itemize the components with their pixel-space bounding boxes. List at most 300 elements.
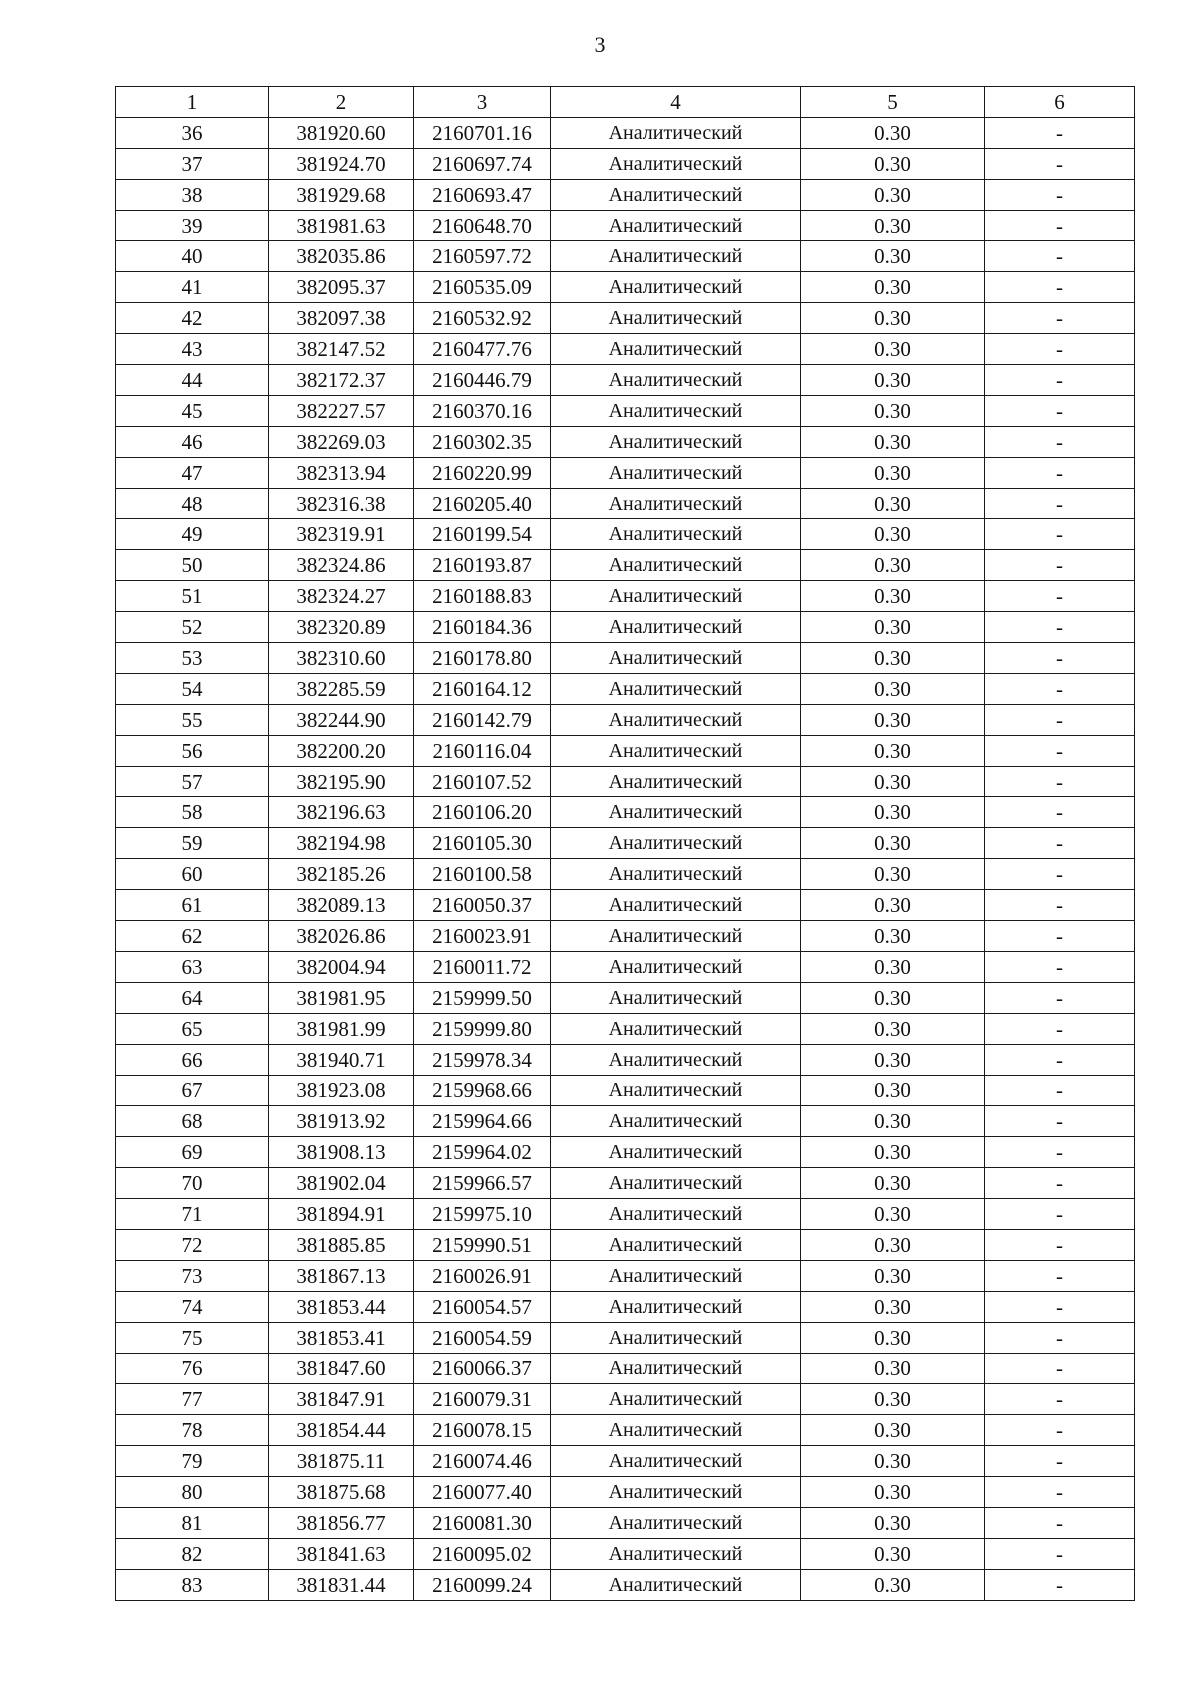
point-number-cell: 50 bbox=[116, 550, 269, 581]
method-cell: Аналитический bbox=[551, 519, 801, 550]
table-row bbox=[116, 148, 1135, 179]
table-row bbox=[116, 1044, 1135, 1075]
y-coordinate-cell: 2159975.10 bbox=[414, 1199, 551, 1230]
accuracy-cell: 0.30 bbox=[801, 766, 985, 797]
x-coordinate-cell: 382227.57 bbox=[269, 395, 414, 426]
accuracy-cell: 0.30 bbox=[801, 982, 985, 1013]
accuracy-cell: 0.30 bbox=[801, 1477, 985, 1508]
accuracy-cell: 0.30 bbox=[801, 921, 985, 952]
note-cell: - bbox=[985, 921, 1135, 952]
table-row bbox=[116, 1477, 1135, 1508]
accuracy-cell: 0.30 bbox=[801, 581, 985, 612]
note-cell: - bbox=[985, 1075, 1135, 1106]
table-row bbox=[116, 890, 1135, 921]
method-cell: Аналитический bbox=[551, 426, 801, 457]
y-coordinate-cell: 2160026.91 bbox=[414, 1260, 551, 1291]
method-cell: Аналитический bbox=[551, 643, 801, 674]
table-row bbox=[116, 1260, 1135, 1291]
table-row bbox=[116, 797, 1135, 828]
method-cell: Аналитический bbox=[551, 1569, 801, 1600]
y-coordinate-cell: 2160446.79 bbox=[414, 365, 551, 396]
point-number-cell: 57 bbox=[116, 766, 269, 797]
point-number-cell: 75 bbox=[116, 1322, 269, 1353]
accuracy-cell: 0.30 bbox=[801, 395, 985, 426]
x-coordinate-cell: 381924.70 bbox=[269, 148, 414, 179]
table-row bbox=[116, 1569, 1135, 1600]
point-number-cell: 60 bbox=[116, 859, 269, 890]
table-row bbox=[116, 1075, 1135, 1106]
y-coordinate-cell: 2160077.40 bbox=[414, 1477, 551, 1508]
method-cell: Аналитический bbox=[551, 612, 801, 643]
method-cell: Аналитический bbox=[551, 1075, 801, 1106]
method-cell: Аналитический bbox=[551, 1199, 801, 1230]
method-cell: Аналитический bbox=[551, 1507, 801, 1538]
page-number: 3 bbox=[594, 32, 606, 57]
y-coordinate-cell: 2160199.54 bbox=[414, 519, 551, 550]
y-coordinate-cell: 2160701.16 bbox=[414, 117, 551, 148]
y-coordinate-cell: 2160100.58 bbox=[414, 859, 551, 890]
y-coordinate-cell: 2160066.37 bbox=[414, 1353, 551, 1384]
x-coordinate-cell: 382324.86 bbox=[269, 550, 414, 581]
method-cell: Аналитический bbox=[551, 1477, 801, 1508]
table-row bbox=[116, 704, 1135, 735]
x-coordinate-cell: 381856.77 bbox=[269, 1507, 414, 1538]
table-row bbox=[116, 1137, 1135, 1168]
point-number-cell: 70 bbox=[116, 1168, 269, 1199]
note-cell: - bbox=[985, 1291, 1135, 1322]
x-coordinate-cell: 381902.04 bbox=[269, 1168, 414, 1199]
x-coordinate-cell: 381867.13 bbox=[269, 1260, 414, 1291]
y-coordinate-cell: 2159964.66 bbox=[414, 1106, 551, 1137]
column-header-3: 3 bbox=[414, 87, 551, 118]
accuracy-cell: 0.30 bbox=[801, 179, 985, 210]
accuracy-cell: 0.30 bbox=[801, 457, 985, 488]
y-coordinate-cell: 2160142.79 bbox=[414, 704, 551, 735]
point-number-cell: 37 bbox=[116, 148, 269, 179]
y-coordinate-cell: 2160188.83 bbox=[414, 581, 551, 612]
x-coordinate-cell: 382095.37 bbox=[269, 272, 414, 303]
x-coordinate-cell: 381854.44 bbox=[269, 1415, 414, 1446]
note-cell: - bbox=[985, 148, 1135, 179]
method-cell: Аналитический bbox=[551, 797, 801, 828]
accuracy-cell: 0.30 bbox=[801, 828, 985, 859]
note-cell: - bbox=[985, 303, 1135, 334]
y-coordinate-cell: 2160106.20 bbox=[414, 797, 551, 828]
point-number-cell: 63 bbox=[116, 951, 269, 982]
y-coordinate-cell: 2159964.02 bbox=[414, 1137, 551, 1168]
method-cell: Аналитический bbox=[551, 457, 801, 488]
table-row bbox=[116, 1291, 1135, 1322]
y-coordinate-cell: 2160081.30 bbox=[414, 1507, 551, 1538]
note-cell: - bbox=[985, 1507, 1135, 1538]
point-number-cell: 45 bbox=[116, 395, 269, 426]
accuracy-cell: 0.30 bbox=[801, 643, 985, 674]
x-coordinate-cell: 381847.91 bbox=[269, 1384, 414, 1415]
accuracy-cell: 0.30 bbox=[801, 1507, 985, 1538]
table-row bbox=[116, 766, 1135, 797]
y-coordinate-cell: 2159966.57 bbox=[414, 1168, 551, 1199]
table-row bbox=[116, 395, 1135, 426]
x-coordinate-cell: 382147.52 bbox=[269, 334, 414, 365]
x-coordinate-cell: 381831.44 bbox=[269, 1569, 414, 1600]
note-cell: - bbox=[985, 1477, 1135, 1508]
y-coordinate-cell: 2159999.80 bbox=[414, 1013, 551, 1044]
method-cell: Аналитический bbox=[551, 1106, 801, 1137]
point-number-cell: 40 bbox=[116, 241, 269, 272]
y-coordinate-cell: 2160164.12 bbox=[414, 673, 551, 704]
method-cell: Аналитический bbox=[551, 488, 801, 519]
table-row bbox=[116, 612, 1135, 643]
method-cell: Аналитический bbox=[551, 179, 801, 210]
y-coordinate-cell: 2160011.72 bbox=[414, 951, 551, 982]
point-number-cell: 61 bbox=[116, 890, 269, 921]
note-cell: - bbox=[985, 1322, 1135, 1353]
note-cell: - bbox=[985, 828, 1135, 859]
table-row bbox=[116, 457, 1135, 488]
note-cell: - bbox=[985, 210, 1135, 241]
accuracy-cell: 0.30 bbox=[801, 612, 985, 643]
y-coordinate-cell: 2160095.02 bbox=[414, 1538, 551, 1569]
table-row bbox=[116, 828, 1135, 859]
note-cell: - bbox=[985, 365, 1135, 396]
accuracy-cell: 0.30 bbox=[801, 735, 985, 766]
accuracy-cell: 0.30 bbox=[801, 488, 985, 519]
x-coordinate-cell: 381940.71 bbox=[269, 1044, 414, 1075]
table-row bbox=[116, 179, 1135, 210]
table-row bbox=[116, 210, 1135, 241]
point-number-cell: 69 bbox=[116, 1137, 269, 1168]
y-coordinate-cell: 2160597.72 bbox=[414, 241, 551, 272]
x-coordinate-cell: 382185.26 bbox=[269, 859, 414, 890]
x-coordinate-cell: 382316.38 bbox=[269, 488, 414, 519]
point-number-cell: 68 bbox=[116, 1106, 269, 1137]
y-coordinate-cell: 2160116.04 bbox=[414, 735, 551, 766]
point-number-cell: 59 bbox=[116, 828, 269, 859]
point-number-cell: 46 bbox=[116, 426, 269, 457]
accuracy-cell: 0.30 bbox=[801, 1322, 985, 1353]
note-cell: - bbox=[985, 1353, 1135, 1384]
accuracy-cell: 0.30 bbox=[801, 365, 985, 396]
table-row bbox=[116, 951, 1135, 982]
table-row bbox=[116, 673, 1135, 704]
table-row bbox=[116, 117, 1135, 148]
x-coordinate-cell: 382313.94 bbox=[269, 457, 414, 488]
note-cell: - bbox=[985, 1229, 1135, 1260]
table-row bbox=[116, 1446, 1135, 1477]
y-coordinate-cell: 2160370.16 bbox=[414, 395, 551, 426]
x-coordinate-cell: 381853.41 bbox=[269, 1322, 414, 1353]
x-coordinate-cell: 381853.44 bbox=[269, 1291, 414, 1322]
method-cell: Аналитический bbox=[551, 766, 801, 797]
table-row bbox=[116, 1507, 1135, 1538]
note-cell: - bbox=[985, 457, 1135, 488]
method-cell: Аналитический bbox=[551, 890, 801, 921]
method-cell: Аналитический bbox=[551, 951, 801, 982]
x-coordinate-cell: 381913.92 bbox=[269, 1106, 414, 1137]
x-coordinate-cell: 381981.99 bbox=[269, 1013, 414, 1044]
x-coordinate-cell: 382097.38 bbox=[269, 303, 414, 334]
note-cell: - bbox=[985, 1569, 1135, 1600]
accuracy-cell: 0.30 bbox=[801, 426, 985, 457]
y-coordinate-cell: 2159968.66 bbox=[414, 1075, 551, 1106]
table-row bbox=[116, 1353, 1135, 1384]
note-cell: - bbox=[985, 241, 1135, 272]
method-cell: Аналитический bbox=[551, 272, 801, 303]
note-cell: - bbox=[985, 1538, 1135, 1569]
x-coordinate-cell: 382285.59 bbox=[269, 673, 414, 704]
x-coordinate-cell: 382035.86 bbox=[269, 241, 414, 272]
method-cell: Аналитический bbox=[551, 1415, 801, 1446]
table-body bbox=[116, 117, 1135, 1600]
accuracy-cell: 0.30 bbox=[801, 1291, 985, 1322]
table-row bbox=[116, 488, 1135, 519]
note-cell: - bbox=[985, 797, 1135, 828]
note-cell: - bbox=[985, 766, 1135, 797]
table-row bbox=[116, 334, 1135, 365]
table-row bbox=[116, 241, 1135, 272]
y-coordinate-cell: 2160697.74 bbox=[414, 148, 551, 179]
y-coordinate-cell: 2159999.50 bbox=[414, 982, 551, 1013]
method-cell: Аналитический bbox=[551, 1137, 801, 1168]
point-number-cell: 71 bbox=[116, 1199, 269, 1230]
accuracy-cell: 0.30 bbox=[801, 951, 985, 982]
table-row bbox=[116, 1013, 1135, 1044]
y-coordinate-cell: 2160023.91 bbox=[414, 921, 551, 952]
point-number-cell: 55 bbox=[116, 704, 269, 735]
accuracy-cell: 0.30 bbox=[801, 1538, 985, 1569]
y-coordinate-cell: 2160079.31 bbox=[414, 1384, 551, 1415]
x-coordinate-cell: 381894.91 bbox=[269, 1199, 414, 1230]
table-row bbox=[116, 643, 1135, 674]
y-coordinate-cell: 2160193.87 bbox=[414, 550, 551, 581]
coordinates-table bbox=[115, 86, 1135, 1601]
accuracy-cell: 0.30 bbox=[801, 1415, 985, 1446]
accuracy-cell: 0.30 bbox=[801, 1199, 985, 1230]
y-coordinate-cell: 2160220.99 bbox=[414, 457, 551, 488]
note-cell: - bbox=[985, 1013, 1135, 1044]
method-cell: Аналитический bbox=[551, 395, 801, 426]
method-cell: Аналитический bbox=[551, 1229, 801, 1260]
point-number-cell: 80 bbox=[116, 1477, 269, 1508]
y-coordinate-cell: 2160205.40 bbox=[414, 488, 551, 519]
method-cell: Аналитический bbox=[551, 982, 801, 1013]
y-coordinate-cell: 2160178.80 bbox=[414, 643, 551, 674]
x-coordinate-cell: 382324.27 bbox=[269, 581, 414, 612]
point-number-cell: 51 bbox=[116, 581, 269, 612]
table-header-row bbox=[116, 87, 1135, 118]
method-cell: Аналитический bbox=[551, 210, 801, 241]
point-number-cell: 53 bbox=[116, 643, 269, 674]
method-cell: Аналитический bbox=[551, 1013, 801, 1044]
method-cell: Аналитический bbox=[551, 673, 801, 704]
point-number-cell: 47 bbox=[116, 457, 269, 488]
point-number-cell: 66 bbox=[116, 1044, 269, 1075]
method-cell: Аналитический bbox=[551, 704, 801, 735]
x-coordinate-cell: 382089.13 bbox=[269, 890, 414, 921]
note-cell: - bbox=[985, 1199, 1135, 1230]
table-row bbox=[116, 921, 1135, 952]
y-coordinate-cell: 2160105.30 bbox=[414, 828, 551, 859]
accuracy-cell: 0.30 bbox=[801, 1137, 985, 1168]
y-coordinate-cell: 2159978.34 bbox=[414, 1044, 551, 1075]
note-cell: - bbox=[985, 951, 1135, 982]
y-coordinate-cell: 2160054.59 bbox=[414, 1322, 551, 1353]
y-coordinate-cell: 2160535.09 bbox=[414, 272, 551, 303]
point-number-cell: 41 bbox=[116, 272, 269, 303]
x-coordinate-cell: 382244.90 bbox=[269, 704, 414, 735]
x-coordinate-cell: 381841.63 bbox=[269, 1538, 414, 1569]
accuracy-cell: 0.30 bbox=[801, 1075, 985, 1106]
x-coordinate-cell: 381923.08 bbox=[269, 1075, 414, 1106]
table-row bbox=[116, 982, 1135, 1013]
x-coordinate-cell: 382172.37 bbox=[269, 365, 414, 396]
method-cell: Аналитический bbox=[551, 735, 801, 766]
y-coordinate-cell: 2160050.37 bbox=[414, 890, 551, 921]
accuracy-cell: 0.30 bbox=[801, 1260, 985, 1291]
column-header-2: 2 bbox=[269, 87, 414, 118]
x-coordinate-cell: 382194.98 bbox=[269, 828, 414, 859]
column-header-1: 1 bbox=[116, 87, 269, 118]
method-cell: Аналитический bbox=[551, 1044, 801, 1075]
point-number-cell: 38 bbox=[116, 179, 269, 210]
x-coordinate-cell: 381981.63 bbox=[269, 210, 414, 241]
note-cell: - bbox=[985, 890, 1135, 921]
accuracy-cell: 0.30 bbox=[801, 334, 985, 365]
accuracy-cell: 0.30 bbox=[801, 550, 985, 581]
point-number-cell: 73 bbox=[116, 1260, 269, 1291]
table-row bbox=[116, 303, 1135, 334]
y-coordinate-cell: 2160648.70 bbox=[414, 210, 551, 241]
table-row bbox=[116, 1538, 1135, 1569]
table-row bbox=[116, 735, 1135, 766]
x-coordinate-cell: 381908.13 bbox=[269, 1137, 414, 1168]
accuracy-cell: 0.30 bbox=[801, 1353, 985, 1384]
point-number-cell: 74 bbox=[116, 1291, 269, 1322]
note-cell: - bbox=[985, 612, 1135, 643]
accuracy-cell: 0.30 bbox=[801, 210, 985, 241]
note-cell: - bbox=[985, 519, 1135, 550]
x-coordinate-cell: 381885.85 bbox=[269, 1229, 414, 1260]
accuracy-cell: 0.30 bbox=[801, 519, 985, 550]
method-cell: Аналитический bbox=[551, 550, 801, 581]
table-row bbox=[116, 1384, 1135, 1415]
accuracy-cell: 0.30 bbox=[801, 673, 985, 704]
note-cell: - bbox=[985, 1137, 1135, 1168]
y-coordinate-cell: 2160078.15 bbox=[414, 1415, 551, 1446]
table-row bbox=[116, 1199, 1135, 1230]
note-cell: - bbox=[985, 488, 1135, 519]
point-number-cell: 58 bbox=[116, 797, 269, 828]
y-coordinate-cell: 2160302.35 bbox=[414, 426, 551, 457]
x-coordinate-cell: 381847.60 bbox=[269, 1353, 414, 1384]
accuracy-cell: 0.30 bbox=[801, 303, 985, 334]
accuracy-cell: 0.30 bbox=[801, 1168, 985, 1199]
x-coordinate-cell: 381929.68 bbox=[269, 179, 414, 210]
table-row bbox=[116, 1322, 1135, 1353]
method-cell: Аналитический bbox=[551, 303, 801, 334]
note-cell: - bbox=[985, 581, 1135, 612]
method-cell: Аналитический bbox=[551, 241, 801, 272]
table-row bbox=[116, 426, 1135, 457]
table-row bbox=[116, 519, 1135, 550]
y-coordinate-cell: 2160099.24 bbox=[414, 1569, 551, 1600]
accuracy-cell: 0.30 bbox=[801, 272, 985, 303]
x-coordinate-cell: 382320.89 bbox=[269, 612, 414, 643]
note-cell: - bbox=[985, 1446, 1135, 1477]
table-row bbox=[116, 365, 1135, 396]
note-cell: - bbox=[985, 550, 1135, 581]
note-cell: - bbox=[985, 179, 1135, 210]
point-number-cell: 81 bbox=[116, 1507, 269, 1538]
method-cell: Аналитический bbox=[551, 828, 801, 859]
x-coordinate-cell: 382196.63 bbox=[269, 797, 414, 828]
point-number-cell: 65 bbox=[116, 1013, 269, 1044]
x-coordinate-cell: 382004.94 bbox=[269, 951, 414, 982]
x-coordinate-cell: 381981.95 bbox=[269, 982, 414, 1013]
x-coordinate-cell: 382310.60 bbox=[269, 643, 414, 674]
note-cell: - bbox=[985, 1168, 1135, 1199]
method-cell: Аналитический bbox=[551, 334, 801, 365]
note-cell: - bbox=[985, 735, 1135, 766]
point-number-cell: 72 bbox=[116, 1229, 269, 1260]
note-cell: - bbox=[985, 1415, 1135, 1446]
y-coordinate-cell: 2160693.47 bbox=[414, 179, 551, 210]
point-number-cell: 56 bbox=[116, 735, 269, 766]
note-cell: - bbox=[985, 982, 1135, 1013]
note-cell: - bbox=[985, 1106, 1135, 1137]
accuracy-cell: 0.30 bbox=[801, 1229, 985, 1260]
accuracy-cell: 0.30 bbox=[801, 117, 985, 148]
note-cell: - bbox=[985, 673, 1135, 704]
x-coordinate-cell: 381875.68 bbox=[269, 1477, 414, 1508]
point-number-cell: 43 bbox=[116, 334, 269, 365]
note-cell: - bbox=[985, 1260, 1135, 1291]
accuracy-cell: 0.30 bbox=[801, 1106, 985, 1137]
column-header-4: 4 bbox=[551, 87, 801, 118]
note-cell: - bbox=[985, 859, 1135, 890]
point-number-cell: 36 bbox=[116, 117, 269, 148]
accuracy-cell: 0.30 bbox=[801, 1044, 985, 1075]
method-cell: Аналитический bbox=[551, 1291, 801, 1322]
accuracy-cell: 0.30 bbox=[801, 148, 985, 179]
method-cell: Аналитический bbox=[551, 1260, 801, 1291]
point-number-cell: 82 bbox=[116, 1538, 269, 1569]
method-cell: Аналитический bbox=[551, 859, 801, 890]
point-number-cell: 42 bbox=[116, 303, 269, 334]
table-row bbox=[116, 1168, 1135, 1199]
table-row bbox=[116, 859, 1135, 890]
note-cell: - bbox=[985, 117, 1135, 148]
point-number-cell: 67 bbox=[116, 1075, 269, 1106]
x-coordinate-cell: 381875.11 bbox=[269, 1446, 414, 1477]
accuracy-cell: 0.30 bbox=[801, 859, 985, 890]
x-coordinate-cell: 382026.86 bbox=[269, 921, 414, 952]
point-number-cell: 77 bbox=[116, 1384, 269, 1415]
point-number-cell: 39 bbox=[116, 210, 269, 241]
column-header-5: 5 bbox=[801, 87, 985, 118]
point-number-cell: 54 bbox=[116, 673, 269, 704]
accuracy-cell: 0.30 bbox=[801, 1013, 985, 1044]
method-cell: Аналитический bbox=[551, 148, 801, 179]
y-coordinate-cell: 2160184.36 bbox=[414, 612, 551, 643]
column-header-6: 6 bbox=[985, 87, 1135, 118]
point-number-cell: 79 bbox=[116, 1446, 269, 1477]
table-row bbox=[116, 272, 1135, 303]
note-cell: - bbox=[985, 395, 1135, 426]
y-coordinate-cell: 2160477.76 bbox=[414, 334, 551, 365]
table-row bbox=[116, 1106, 1135, 1137]
note-cell: - bbox=[985, 1044, 1135, 1075]
